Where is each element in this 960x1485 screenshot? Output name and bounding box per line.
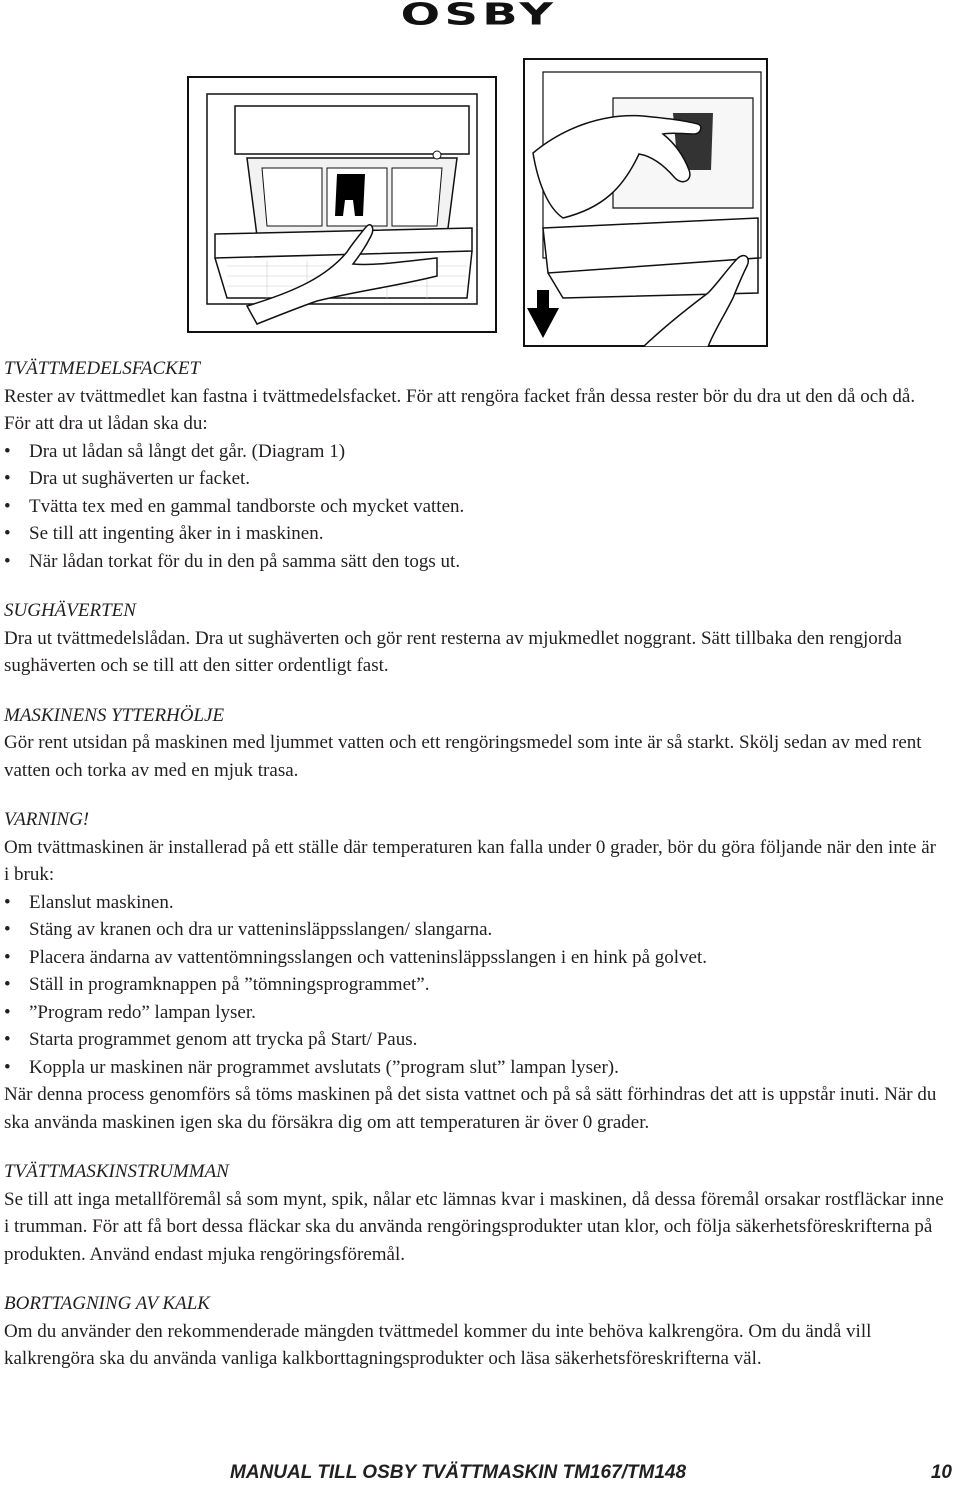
page-content xyxy=(4,355,944,1373)
section-tvattmedelsfacket xyxy=(4,355,944,575)
list-item: • Dra ut lådan så långt det går. (Diagram 1) xyxy=(4,438,944,466)
section-paragraph: Om du använder den rekommenderade mängden tvättmedel kommer du inte behöva kalkrengöra. Om du ändå vill kalkrengöra ska du använda vanliga kalkborttagningsprodukter och läsa säkerhetsföreskrifterna väl. xyxy=(4,1320,872,1369)
section-paragraph: Om tvättmaskinen är installerad på ett ställe där temperaturen kan falla under 0 grader, bör du göra följande när den inte är i bruk: xyxy=(4,836,936,885)
list-item: • Elanslut maskinen. xyxy=(4,889,944,917)
section-heading: TVÄTTMEDELSFACKET xyxy=(4,358,201,379)
list-item: • Stäng av kranen och dra ur vatteninsläppsslangen/ slangarna. xyxy=(4,916,944,944)
osby-logo: OSBY xyxy=(400,0,558,33)
section-paragraph: Rester av tvättmedlet kan fastna i tvättmedelsfacket. För att rengöra facket från dessa rester bör du dra ut den då och då. För att dra ut lådan ska du: xyxy=(4,385,916,434)
page-number: 10 xyxy=(930,1462,952,1483)
section-paragraph: Dra ut tvättmedelslådan. Dra ut sughäverten och gör rent resterna av mjukmedlet noggrant. Sätt tillbaka den rengjorda sughäverten och se till att den sitter ordentligt fast. xyxy=(4,627,902,676)
list-item: • Tvätta tex med en gammal tandborste och mycket vatten. xyxy=(4,493,944,521)
section-heading: SUGHÄVERTEN xyxy=(4,600,136,621)
section-heading: TVÄTTMASKINSTRUMMAN xyxy=(4,1161,229,1182)
diagram-1-drawer-illustration xyxy=(187,76,497,333)
section-paragraph: Se till att inga metallföremål så som mynt, spik, nålar etc lämnas kvar i maskinen, då dessa föremål orsakar rostfläckar inne i trumman. För att få bort dessa fläckar ska du använda rengöringsprodukter utan klor, och följa säkerhetsföreskrifterna på produkten. Använd endast mjuka rengöringsföremål. xyxy=(4,1188,944,1265)
section-heading: MASKINENS YTTERHÖLJE xyxy=(4,704,225,726)
section-paragraph: Gör rent utsidan på maskinen med ljummet vatten och ett rengöringsmedel som inte är så starkt. Skölj sedan av med rent vatten och torka av med en mjuk trasa. xyxy=(4,732,922,781)
bullet-list xyxy=(4,438,944,576)
list-item: • Dra ut sughäverten ur facket. xyxy=(4,465,944,493)
section-heading: VARNING! xyxy=(4,809,90,830)
section-ytterholje xyxy=(4,702,944,785)
section-kalk xyxy=(4,1290,944,1373)
list-item: • Starta programmet genom att trycka på Start/ Paus. xyxy=(4,1026,944,1054)
list-item: • Placera ändarna av vattentömningsslangen och vatteninsläppsslangen i en hink på golvet. xyxy=(4,944,944,972)
section-varning xyxy=(4,806,944,1136)
section-trumman xyxy=(4,1158,944,1268)
list-item: • Ställ in programknappen på ”tömningsprogrammet”. xyxy=(4,971,944,999)
list-item: • När lådan torkat för du in den på samma sätt den togs ut. xyxy=(4,548,944,576)
section-sughaverten xyxy=(4,597,944,680)
bullet-list xyxy=(4,889,944,1082)
footer-title: MANUAL TILL OSBY TVÄTTMASKIN TM167/TM148 xyxy=(230,1462,687,1483)
section-paragraph: När denna process genomförs så töms maskinen på det sista vattnet och på så sätt förhindras det att is uppstår inuti. När du ska använda maskinen igen ska du försäkra dig om att temperaturen är över 0 grader. xyxy=(4,1084,937,1133)
list-item: • ”Program redo” lampan lyser. xyxy=(4,999,944,1027)
list-item: • Koppla ur maskinen när programmet avslutats (”program slut” lampan lyser). xyxy=(4,1054,944,1082)
section-heading: BORTTAGNING AV KALK xyxy=(4,1293,210,1314)
list-item: • Se till att ingenting åker in i maskinen. xyxy=(4,520,944,548)
diagram-2-suction-cap-illustration xyxy=(523,58,768,347)
